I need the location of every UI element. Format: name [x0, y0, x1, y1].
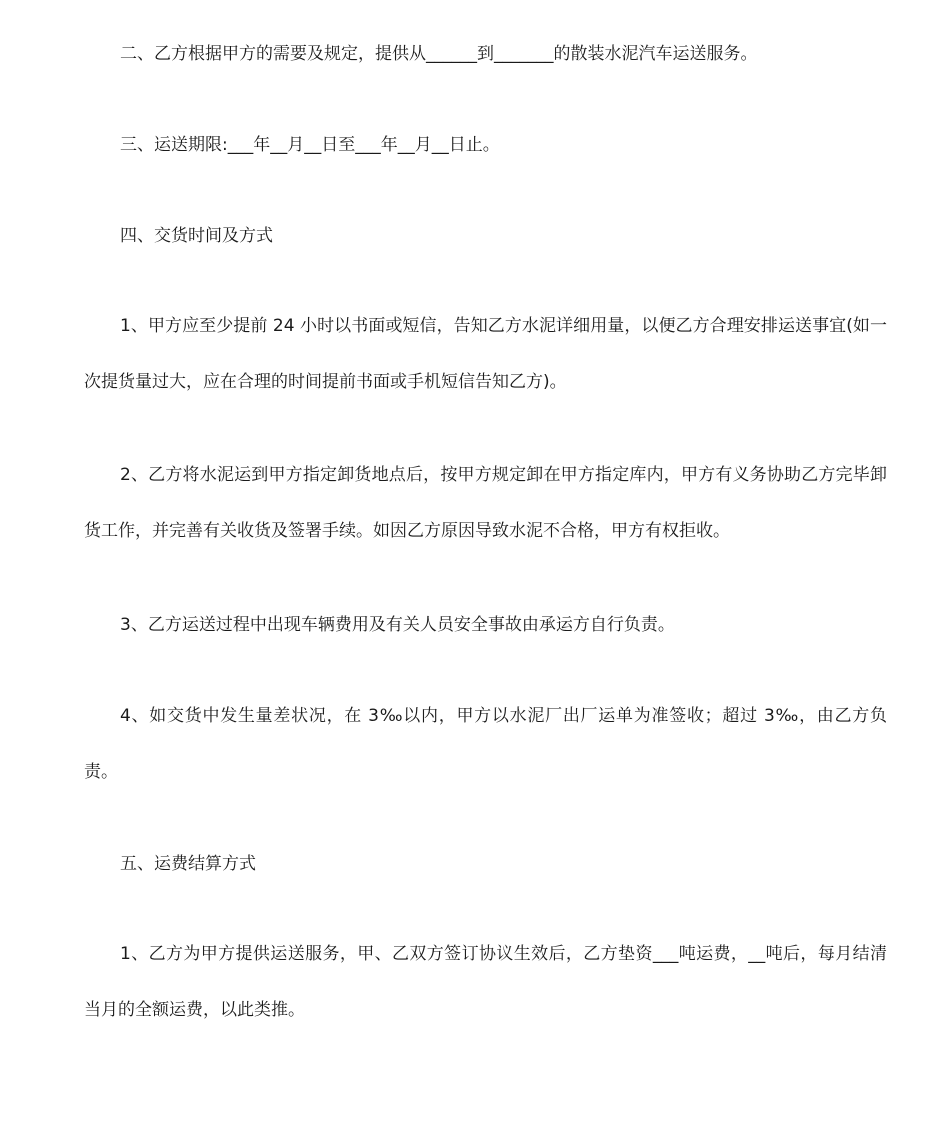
section-5-heading: 五、运费结算方式	[120, 854, 256, 874]
clause-4-4-quantity-variance: 4、如交货中发生量差状况，在 3‰以内，甲方以水泥厂出厂运单为准签收；超过 3‰，由乙方负责。	[84, 706, 887, 782]
clause-4-2-unloading: 2、乙方将水泥运到甲方指定卸货地点后，按甲方规定卸在甲方指定库内，甲方有义务协助乙方完毕卸货工作，并完善有关收货及签署手续。如因乙方原因导致水泥不合格，甲方有权拒收。	[84, 465, 887, 541]
clause-3-transport-period: 三、运送期限:___年__月__日至___年__月__日止。	[120, 135, 500, 155]
section-4-heading: 四、交货时间及方式	[120, 226, 273, 246]
clause-5-1-settlement: 1、乙方为甲方提供运送服务，甲、乙双方签订协议生效后，乙方垫资___吨运费，__吨后，每月结清当月的全额运费，以此类推。	[84, 944, 887, 1020]
clause-4-3-liability: 3、乙方运送过程中出现车辆费用及有关人员安全事故由承运方自行负责。	[120, 615, 675, 635]
clause-4-1-advance-notice: 1、甲方应至少提前 24 小时以书面或短信，告知乙方水泥详细用量，以便乙方合理安排运送事宜(如一次提货量过大，应在合理的时间提前书面或手机短信告知乙方)。	[84, 316, 887, 392]
clause-2-service-scope: 二、乙方根据甲方的需要及规定，提供从______到_______的散装水泥汽车运送服务。	[120, 44, 758, 64]
